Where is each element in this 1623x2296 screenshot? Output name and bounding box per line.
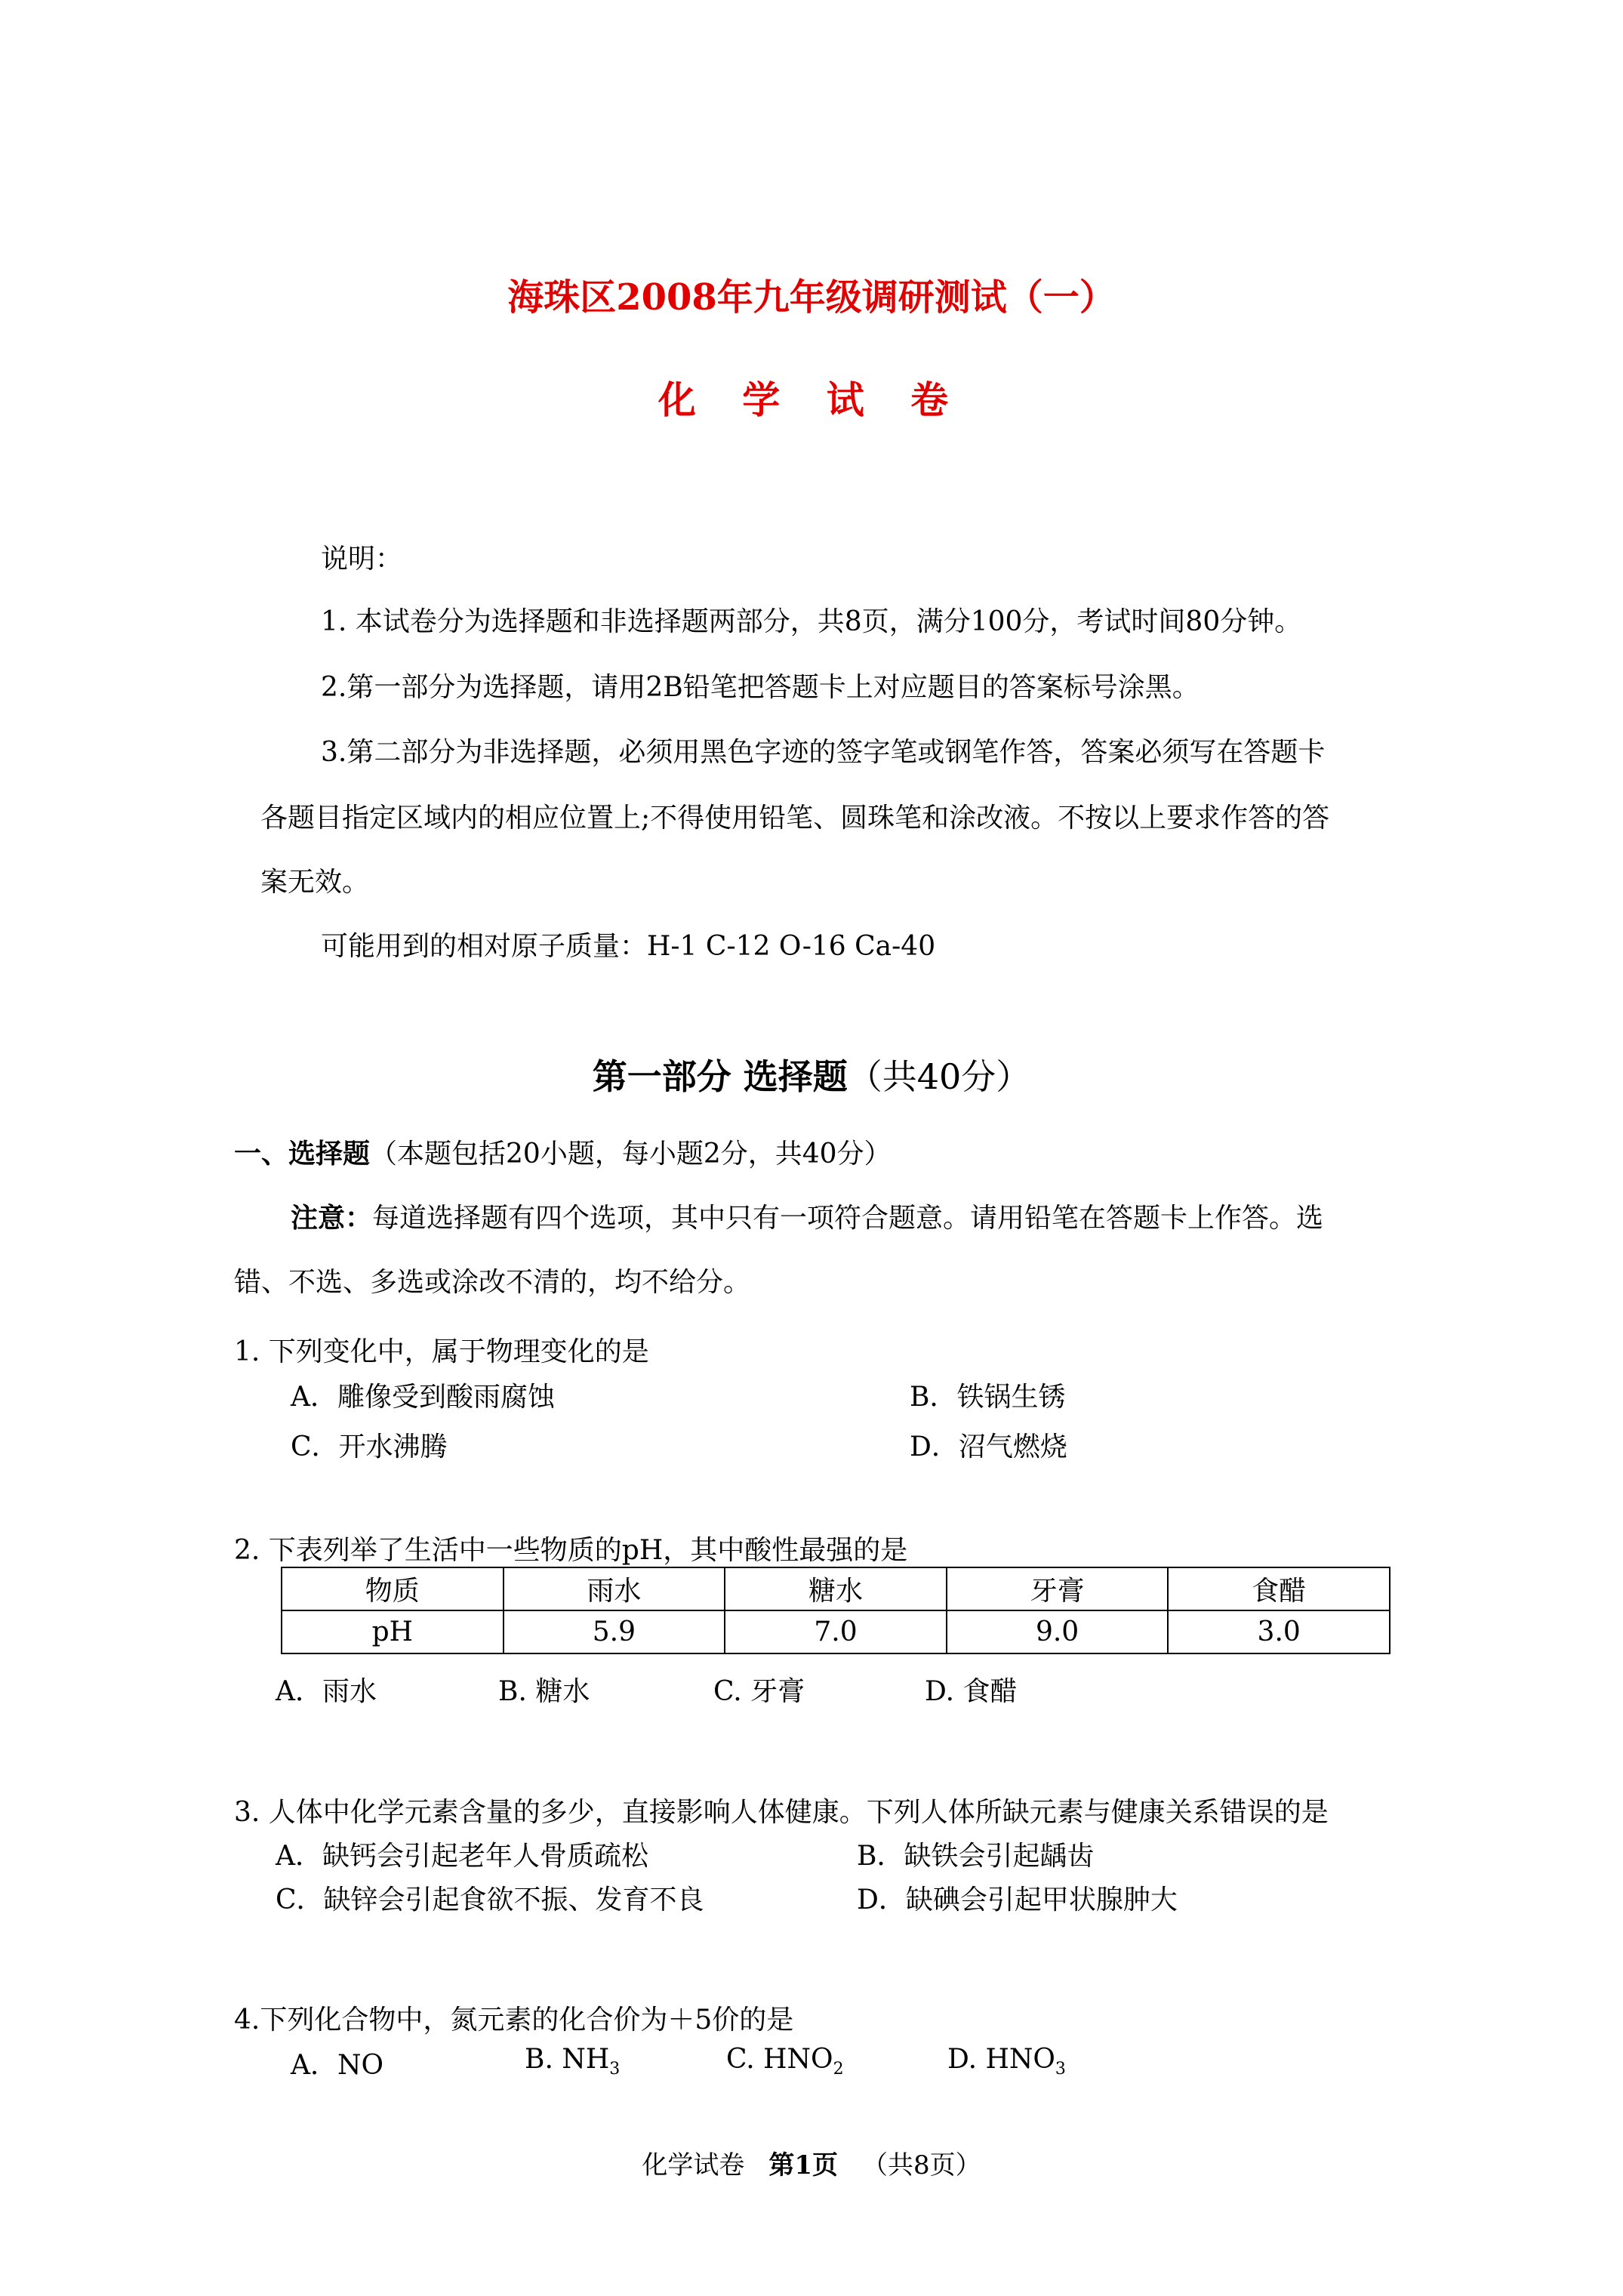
ph-table-cell: 5.9 [504,1610,725,1653]
question-2-option-b: B. 糖水 [498,1676,590,1707]
question-4-option-a: A．NO [291,2050,384,2081]
footer-exam-name: 化学试卷 [642,2150,745,2180]
ph-table-cell: 牙膏 [947,1567,1169,1610]
question-2-stem: 2. 下表列举了生活中一些物质的pH，其中酸性最强的是 [234,1535,908,1566]
question-2-option-d: D. 食醋 [925,1676,1018,1707]
ph-table-cell: 食醋 [1168,1567,1390,1610]
note-label: 注意： [291,1202,373,1234]
question-4-option-b-main: B. NH [525,2044,610,2075]
section-heading-desc: （本题包括20小题，每小题2分，共40分） [370,1139,892,1170]
ph-table-header-row [282,1567,1390,1610]
instruction-3-line3: 案无效。 [260,867,370,898]
instruction-1: 1. 本试卷分为选择题和非选择题两部分，共8页，满分100分，考试时间80分钟。 [321,606,1302,637]
question-4-option-b [525,2044,621,2079]
ph-table-value-row [282,1610,1390,1653]
question-3-option-d: D．缺碘会引起甲状腺肿大 [857,1885,1178,1915]
part1-title [0,1049,1623,1099]
ph-table-cell: 7.0 [725,1610,947,1653]
question-4-option-d-sub: 3 [1055,2060,1066,2079]
question-1-option-d: D．沼气燃烧 [910,1432,1067,1462]
ph-table-cell: 雨水 [504,1567,725,1610]
question-4-option-c [726,2044,844,2079]
ph-table-cell: 糖水 [725,1567,947,1610]
section-heading [234,1133,892,1171]
instructions-heading: 说明： [321,544,403,575]
footer-total-pages: （共8页） [862,2150,981,2180]
page-footer [0,2144,1623,2181]
question-3-option-c: C．缺锌会引起食欲不振、发育不良 [276,1885,704,1915]
question-2-option-a: A．雨水 [276,1676,377,1707]
note-text: 每道选择题有四个选项，其中只有一项符合题意。请用铅笔在答题卡上作答。选 [372,1203,1324,1234]
question-4-option-d [947,2044,1066,2079]
ph-table-cell: 9.0 [947,1610,1169,1653]
exam-title: 海珠区2008年九年级调研测试（一） [507,276,1116,319]
instruction-2: 2.第一部分为选择题，请用2B铅笔把答题卡上对应题目的答案标号涂黑。 [321,672,1200,703]
ph-table-cell: 物质 [282,1567,504,1610]
question-1-stem: 1. 下列变化中，属于物理变化的是 [234,1336,649,1367]
section-heading-bold: 一、选择题 [234,1138,371,1170]
question-1-option-b: B．铁锅生锈 [910,1382,1066,1413]
question-1-option-c: C．开水沸腾 [291,1432,448,1462]
question-1-option-a: A．雕像受到酸雨腐蚀 [291,1382,555,1413]
ph-table-cell: 3.0 [1168,1610,1390,1653]
part1-title-points: （共40分） [847,1056,1031,1097]
question-4-option-b-sub: 3 [609,2060,621,2079]
instruction-3-line1: 3.第二部分为非选择题，必须用黑色字迹的签字笔或钢笔作答，答案必须写在答题卡 [321,737,1326,768]
part1-title-bold: 第一部分 选择题 [592,1056,848,1097]
question-3-option-b: B．缺铁会引起龋齿 [857,1841,1095,1872]
question-2-option-c: C. 牙膏 [713,1676,805,1707]
question-4-option-c-main: C. HNO [726,2044,833,2075]
question-4-stem: 4.下列化合物中，氮元素的化合价为＋5价的是 [234,2005,794,2036]
note-line2: 错、不选、多选或涂改不清的，均不给分。 [234,1267,751,1298]
atomic-mass-line: 可能用到的相对原子质量：H-1 C-12 O-16 Ca-40 [321,931,936,962]
ph-table-cell: pH [282,1610,504,1653]
question-3-stem: 3. 人体中化学元素含量的多少，直接影响人体健康。下列人体所缺元素与健康关系错误的是 [234,1797,1329,1828]
exam-subtitle: 化 学 试 卷 [658,378,965,422]
footer-page-number: 第1页 [768,2150,839,2180]
question-4-option-c-sub: 2 [833,2060,844,2079]
question-4-option-d-main: D. HNO [947,2044,1055,2075]
instruction-3-line2: 各题目指定区域内的相应位置上;不得使用铅笔、圆珠笔和涂改液。不按以上要求作答的答 [260,803,1330,834]
ph-table [281,1567,1390,1654]
question-3-option-a: A．缺钙会引起老年人骨质疏松 [276,1841,648,1872]
note-line1 [291,1197,1323,1235]
